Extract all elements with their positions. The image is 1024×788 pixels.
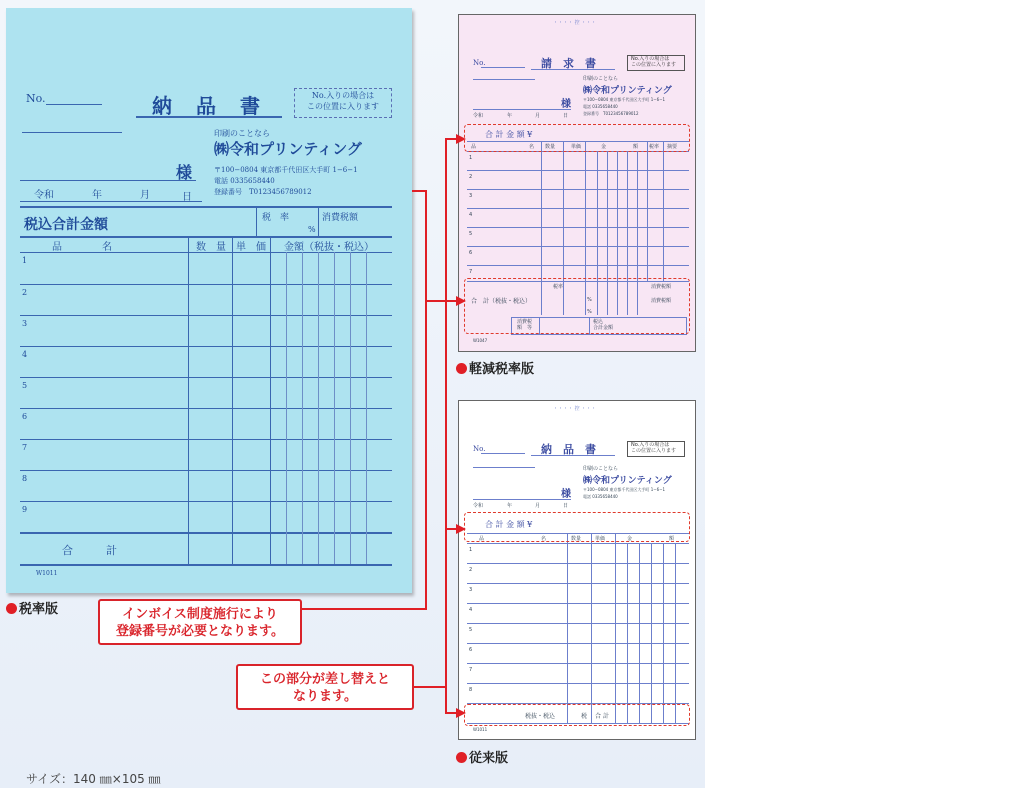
date-day: 日: [563, 503, 569, 509]
col-price: 単 価: [236, 242, 266, 253]
consumption-tax-label: 消費税 額 等: [517, 319, 533, 331]
date-reiwa: 令和: [34, 190, 54, 201]
company-phone: 電話 0335658440: [214, 177, 275, 185]
percent-sign: %: [308, 225, 316, 234]
row-number: 6: [22, 412, 28, 421]
form-title: 請 求 書: [541, 57, 596, 70]
col-tax-rate: 税率: [649, 144, 660, 150]
col-item: 品: [479, 536, 485, 542]
row-number: 3: [469, 193, 473, 199]
row-number: 4: [469, 212, 473, 218]
percent-sign: %: [587, 309, 592, 315]
arrow-line: [445, 300, 459, 302]
col-amount-a: 金: [627, 536, 633, 542]
tax-rate-label: 税 率: [262, 213, 290, 223]
form-code: W1047: [473, 338, 488, 343]
no-label: No.: [473, 445, 486, 453]
row-number: 7: [469, 667, 473, 673]
arrow-line: [445, 138, 459, 140]
total-label: 合 計 金 額 ¥: [485, 520, 533, 529]
date-month: 月: [535, 113, 541, 119]
date-day: 日: [182, 192, 192, 203]
tax-amount-small: 消費税額: [651, 298, 672, 304]
connector-line: [412, 190, 426, 192]
row-number: 8: [22, 474, 28, 483]
foot-total: 合 計: [595, 713, 609, 720]
copy-mark: ・・・・ 控 ・・・: [553, 406, 597, 412]
date-reiwa: 令和: [473, 113, 484, 119]
row-number: 6: [469, 647, 473, 653]
col-amount: 金額（税抜・税込）: [284, 242, 374, 253]
registration-number: 登録番号 T0123456789012: [583, 111, 639, 116]
date-reiwa: 令和: [473, 503, 484, 509]
col-remarks: 摘要: [667, 144, 678, 150]
row-number: 1: [22, 256, 28, 265]
row-number: 1: [469, 547, 473, 553]
tax-amount-label: 消費税額: [322, 213, 359, 223]
tax-amount-small: 消費税額: [651, 284, 672, 290]
col-name: 名: [529, 144, 535, 150]
size-note: サイズ：140 ㎜×105 ㎜: [26, 772, 161, 786]
highlight-total-reduced: [464, 124, 690, 152]
bullet-icon: [6, 603, 17, 614]
col-amount-b: 額: [669, 536, 675, 542]
company-phone: 電話 0335658440: [583, 494, 618, 499]
col-qty: 数量: [545, 144, 556, 150]
row-number: 3: [469, 587, 473, 593]
replace-callout: この部分が差し替えと なります。: [236, 664, 414, 710]
label-tax-rate-version: 税率版: [6, 598, 58, 617]
slogan: 印刷のことなら: [214, 129, 270, 138]
sum-label: 合 計: [62, 544, 117, 557]
registration-number: 登録番号 T0123456789012: [214, 188, 312, 196]
row-number: 7: [22, 443, 28, 452]
row-number: 4: [469, 607, 473, 613]
row-number: 3: [22, 319, 28, 328]
col-item: 品 名: [52, 242, 112, 253]
honorific: 様: [176, 163, 193, 182]
row-number: 5: [469, 231, 473, 237]
company-name: ㈱令和プリンティング: [583, 476, 672, 486]
honorific: 様: [561, 489, 571, 500]
form-code: W1011: [36, 570, 58, 577]
legacy-form: [458, 400, 696, 740]
invoice-callout: インボイス制度施行により 登録番号が必要となります。: [98, 599, 302, 645]
row-number: 8: [469, 687, 473, 693]
row-number: 9: [22, 505, 28, 514]
date-year: 年: [507, 503, 513, 509]
col-name: 名: [541, 536, 547, 542]
total-label: 合 計 金 額 ¥: [485, 130, 533, 139]
form-code: W1011: [473, 727, 488, 732]
connector-line: [445, 138, 447, 712]
arrow-line: [445, 528, 459, 530]
company-address: 〒100−0804 東京都千代田区大手町 1−6−1: [214, 166, 358, 174]
copy-mark: ・・・・ 控 ・・・: [553, 20, 597, 26]
col-item: 品: [471, 144, 477, 150]
row-number: 2: [469, 174, 473, 180]
row-number: 6: [469, 250, 473, 256]
date-month: 月: [535, 503, 541, 509]
sum-label: 合 計（税抜・税込）: [471, 298, 532, 305]
row-number: 4: [22, 350, 28, 359]
highlight-footer-legacy: [464, 704, 690, 726]
col-amount-b: 額: [633, 144, 639, 150]
row-number: 2: [22, 288, 28, 297]
date-year: 年: [92, 190, 102, 201]
slogan: 印刷のことなら: [583, 466, 619, 472]
company-address: 〒100−0804 東京都千代田区大手町 1−6−1: [583, 487, 666, 492]
label-reduced-version: 軽減税率版: [456, 358, 534, 377]
arrow-line: [445, 712, 459, 714]
company-name: ㈱令和プリンティング: [583, 86, 672, 96]
tax-incl-total-label: 税込 合計金額: [593, 319, 614, 331]
bullet-icon: [456, 752, 467, 763]
date-year: 年: [507, 113, 513, 119]
connector-line: [425, 300, 445, 302]
honorific: 様: [561, 99, 571, 110]
foot-tax-incl: 税抜・税込: [525, 713, 556, 720]
form-title: 納 品 書: [541, 443, 596, 456]
company-phone: 電話 0335658440: [583, 104, 618, 109]
row-number: 7: [469, 269, 473, 275]
slogan: 印刷のことなら: [583, 76, 619, 82]
connector-line: [425, 190, 427, 610]
percent-sign: %: [587, 297, 592, 303]
connector-line: [300, 608, 427, 610]
tax-rate-small: 税率: [553, 284, 564, 290]
stamp-note: No.入りの場合は この位置に入ります: [307, 91, 379, 111]
tax-rate-form: [6, 8, 412, 593]
highlight-footer-reduced: [464, 278, 690, 334]
highlight-total-legacy: [464, 512, 690, 542]
no-label: No.: [473, 59, 486, 67]
row-number: 5: [469, 627, 473, 633]
col-price: 単価: [571, 144, 582, 150]
row-number: 2: [469, 567, 473, 573]
col-qty: 数量: [571, 536, 582, 542]
connector-line: [412, 686, 446, 688]
total-label: 税込合計金額: [24, 217, 108, 233]
company-address: 〒100−0804 東京都千代田区大手町 1−6−1: [583, 97, 666, 102]
no-label: No.: [26, 92, 46, 105]
bullet-icon: [456, 363, 467, 374]
form-title: 納 品 書: [152, 94, 262, 118]
stamp-note: No.入りの場合は この位置に入ります: [631, 56, 677, 68]
col-price: 単価: [595, 536, 606, 542]
date-day: 日: [563, 113, 569, 119]
date-month: 月: [140, 190, 150, 201]
company-name: ㈱令和プリンティング: [214, 140, 362, 158]
label-legacy-version: 従来版: [456, 747, 508, 766]
stamp-note: No.入りの場合は この位置に入ります: [631, 442, 677, 454]
row-number: 1: [469, 155, 473, 161]
foot-tax: 税: [581, 713, 588, 720]
col-amount-a: 金: [601, 144, 607, 150]
row-number: 5: [22, 381, 28, 390]
col-qty: 数 量: [196, 242, 226, 253]
